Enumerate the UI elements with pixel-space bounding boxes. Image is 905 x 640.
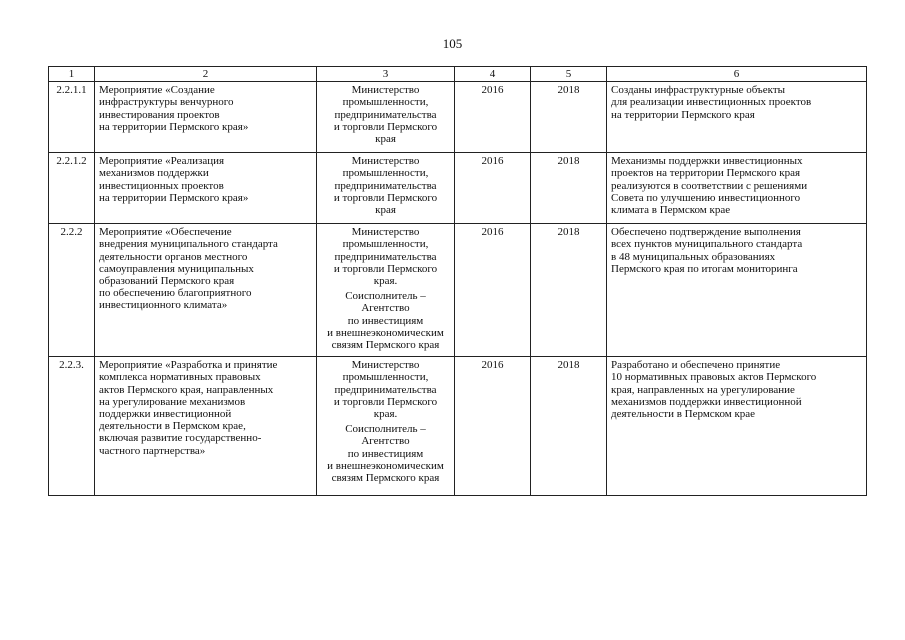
- end-year: 2018: [531, 153, 607, 224]
- column-header-1: 1: [49, 67, 95, 82]
- start-year: 2016: [455, 82, 531, 153]
- column-header-6: 6: [607, 67, 867, 82]
- row-id: 2.2.2: [49, 224, 95, 357]
- end-year: 2018: [531, 224, 607, 357]
- activity-text: Мероприятие «Обеспечение внедрения муниципального стандарта деятельности органов местного самоуправления муниципальных образований Пермского края по обеспечению благоприятного инвестиционного климата»: [99, 226, 278, 312]
- row-id: 2.2.1.2: [49, 153, 95, 224]
- activities-table: [48, 66, 867, 496]
- table-row: [49, 153, 867, 224]
- table-row: [49, 357, 867, 496]
- table-header-row: [49, 67, 867, 82]
- end-year: 2018: [531, 82, 607, 153]
- executor-text: Министерство промышленности, предпринимательства и торговли Пермского края: [333, 155, 438, 217]
- activity-text: Мероприятие «Создание инфраструктуры венчурного инвестирования проектов на территории Пермского края»: [99, 84, 249, 133]
- row-id: 2.2.1.1: [49, 82, 95, 153]
- activity-text: Мероприятие «Реализация механизмов поддержки инвестиционных проектов на территории Пермского края»: [99, 155, 249, 204]
- result-text: Обеспечено подтверждение выполнения всех пунктов муниципального стандарта в 48 муниципальных образованиях Пермского края по итогам мониторинга: [611, 226, 803, 275]
- end-year: 2018: [531, 357, 607, 496]
- executor-text: Министерство промышленности, предпринимательства и торговли Пермского края.: [333, 359, 438, 421]
- executor-text: Министерство промышленности, предпринимательства и торговли Пермского края: [333, 84, 438, 146]
- result-text: Разработано и обеспечено принятие 10 нормативных правовых актов Пермского края, направленных на урегулирование механизмов поддержки инвестиционной деятельности в Пермском крае: [611, 359, 817, 421]
- column-header-5: 5: [531, 67, 607, 82]
- column-header-3: 3: [317, 67, 455, 82]
- coexecutor-text: Соисполнитель – Агентство по инвестициям и внешнеэкономическим связям Пермского края: [327, 423, 444, 485]
- table-row: [49, 82, 867, 153]
- result-text: Созданы инфраструктурные объекты для реализации инвестиционных проектов на территории Пермского края: [611, 84, 812, 121]
- coexecutor-text: Соисполнитель – Агентство по инвестициям и внешнеэкономическим связям Пермского края: [327, 290, 444, 352]
- result-text: Механизмы поддержки инвестиционных проектов на территории Пермского края реализуются в соответствии с решениями Совета по улучшению инвестиционного климата в Пермском крае: [611, 155, 808, 217]
- column-header-2: 2: [95, 67, 317, 82]
- activity-text: Мероприятие «Разработка и принятие комплекса нормативных правовых актов Пермского края, направленных на урегулирование механизмов поддержки инвестиционной деятельности в Пермском крае, включая развитие государственно- частного партнерства»: [99, 359, 278, 457]
- page-number: 105: [442, 36, 463, 51]
- column-header-4: 4: [455, 67, 531, 82]
- executor-text: Министерство промышленности, предпринимательства и торговли Пермского края.: [333, 226, 438, 288]
- start-year: 2016: [455, 224, 531, 357]
- row-id: 2.2.3.: [49, 357, 95, 496]
- table-row: [49, 224, 867, 357]
- start-year: 2016: [455, 153, 531, 224]
- start-year: 2016: [455, 357, 531, 496]
